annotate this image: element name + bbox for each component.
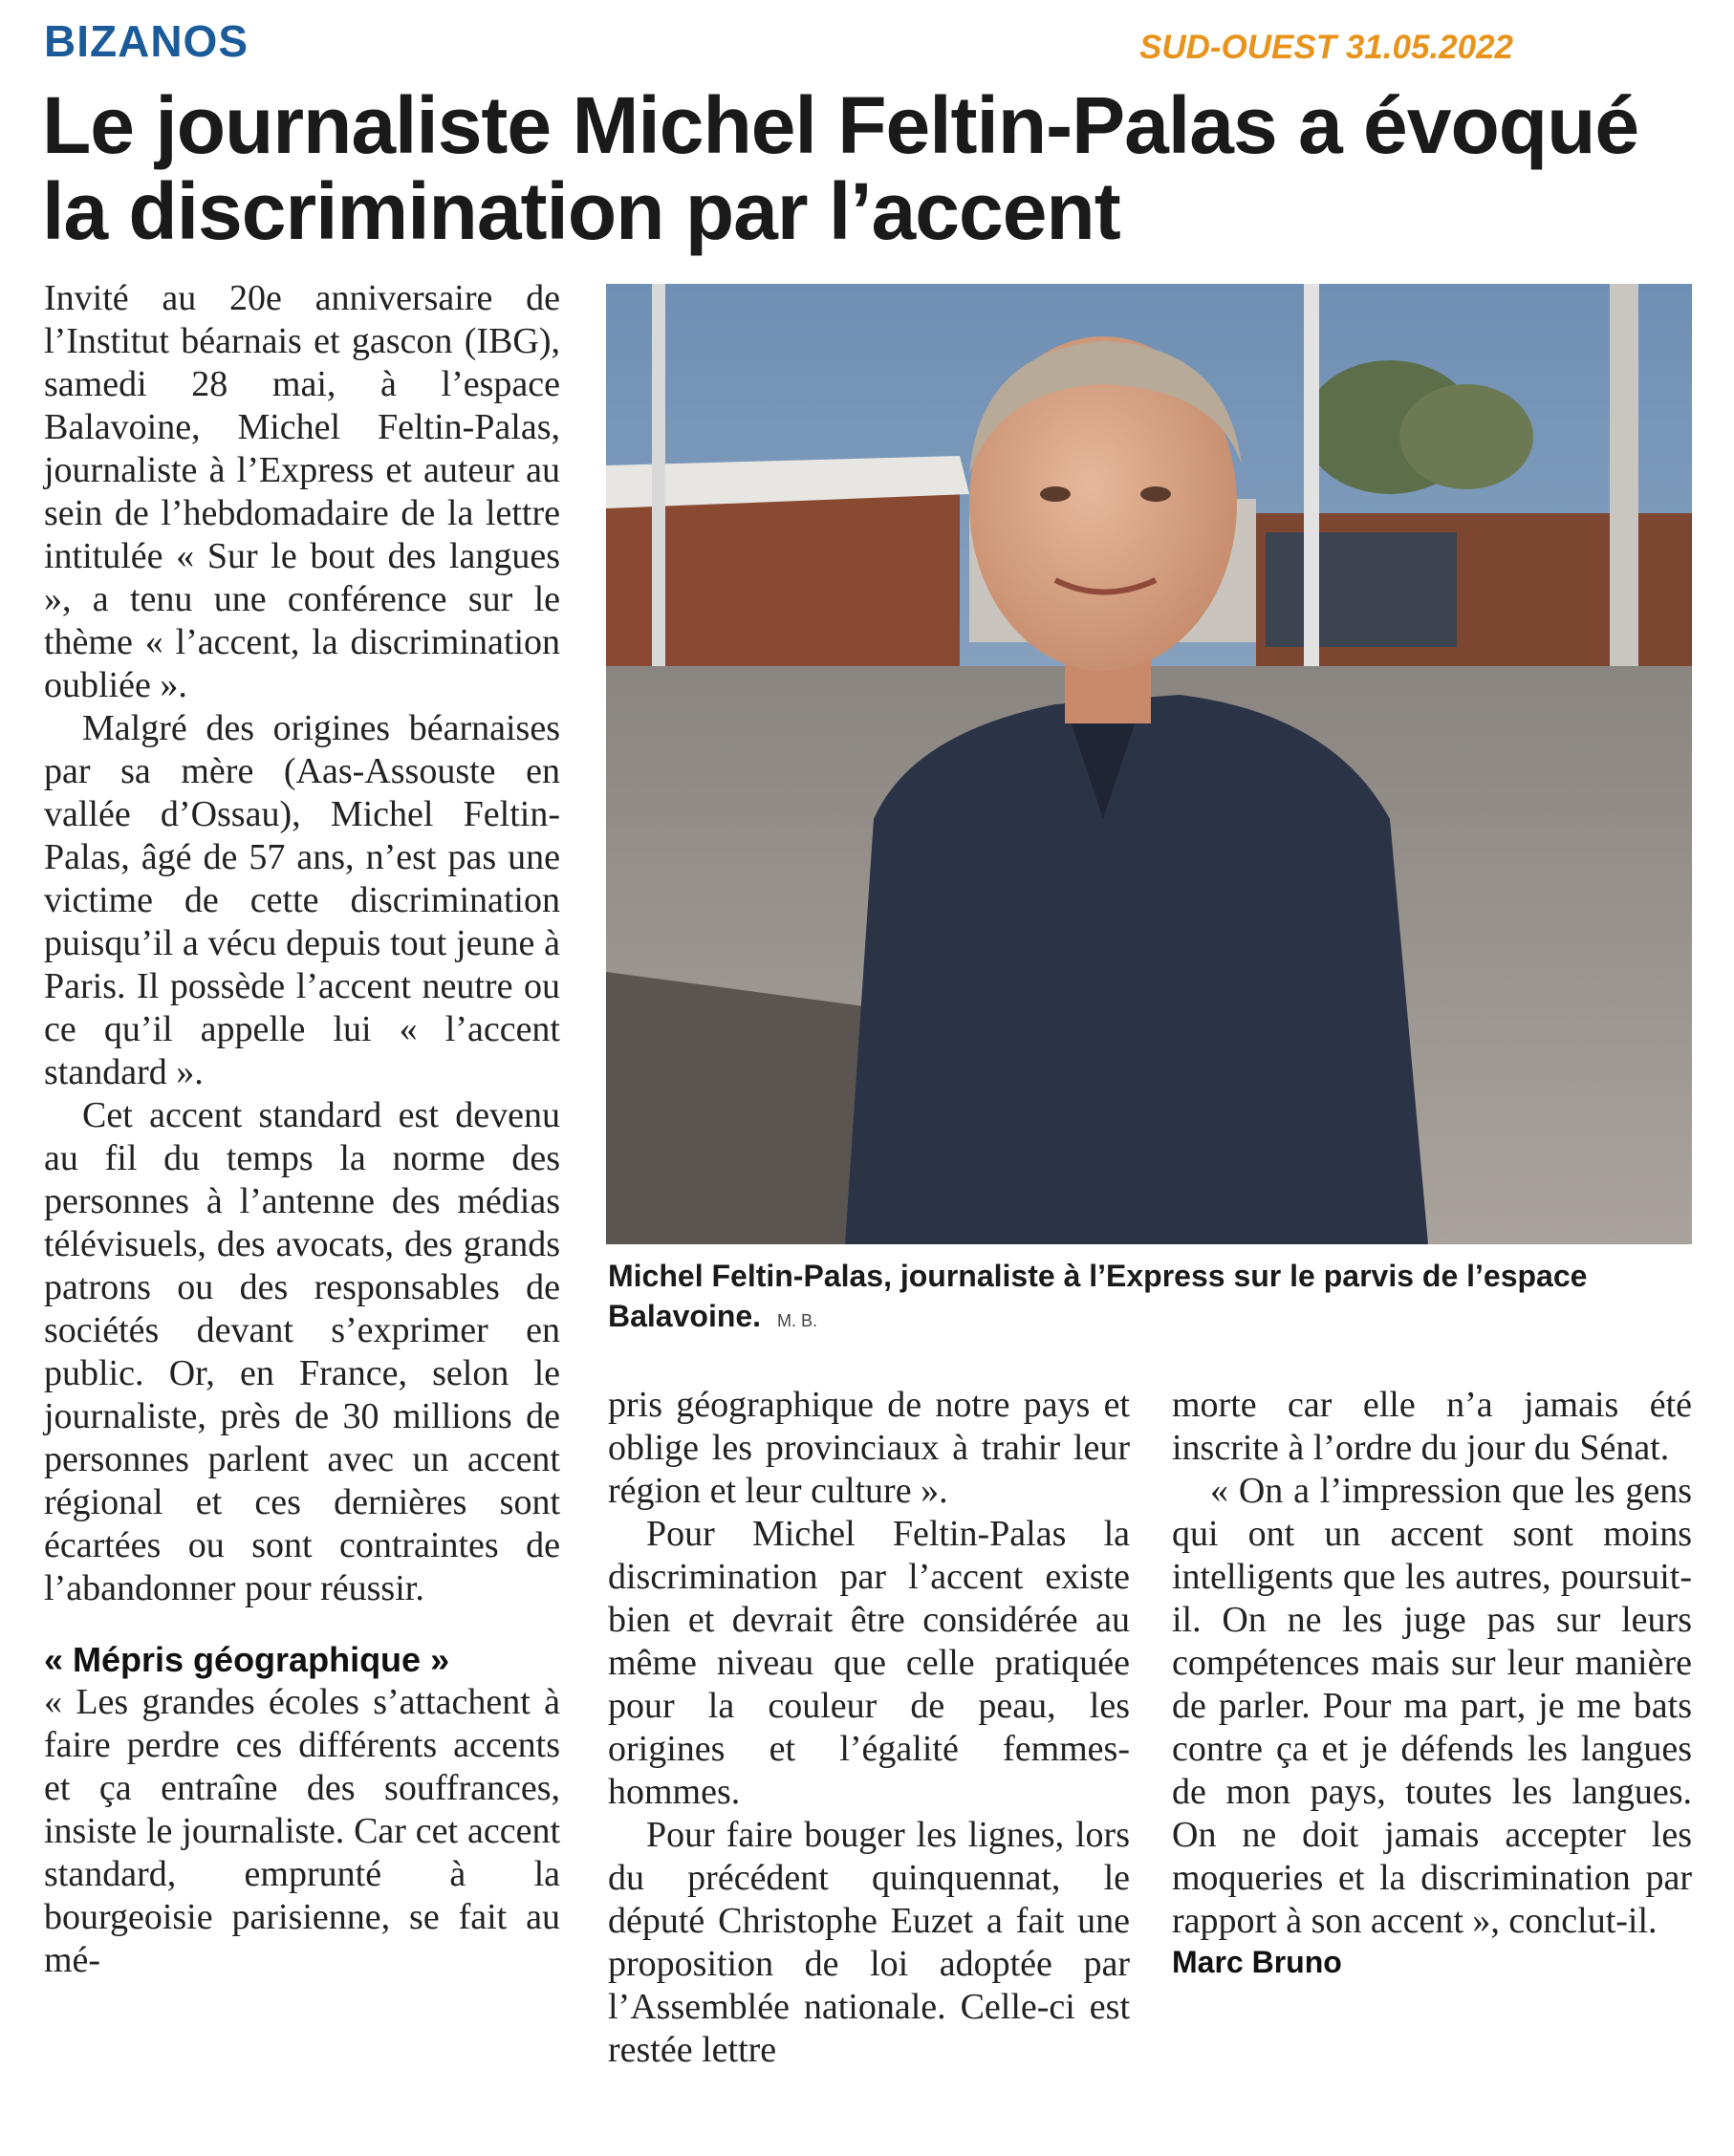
- section-rubric: BIZANOS: [44, 16, 249, 66]
- paragraph: Malgré des origines béarnaises par sa mère (Aas-Assouste en vallée d’Ossau), Michel Feltin-Palas, âgé de 57 ans, n’est pas une victime de cette discrimination puisqu’il a vécu depuis tout jeune à Paris. Il possède l’accent neutre ou ce qu’il appelle lui « l’accent standard ».: [44, 708, 560, 1092]
- portrait-photo-illustration: [606, 284, 1692, 1244]
- intertitle: « Mépris géographique »: [44, 1640, 450, 1679]
- photo-caption: [608, 1256, 1698, 1341]
- article-column-2: [608, 1384, 1130, 2072]
- paragraph: « On a l’impression que les gens qui ont un accent sont moins intelligents que les autres, poursuit-il. On ne les juge pas sur leurs compétences mais sur leur manière de parler. Pour ma part, je me bats contre ça et je défends les langues de mon pays, toutes les langues. On ne doit jamais accepter les moqueries et la discrimination par rapport à son accent », conclut-il.: [1172, 1471, 1692, 1941]
- paragraph: Pour Michel Feltin-Palas la discrimination par l’accent existe bien et devrait être considérée au même niveau que celle pratiquée pour la couleur de peau, les origines et l’égalité femmes-hommes.: [608, 1514, 1130, 1812]
- article-photo: [606, 284, 1692, 1244]
- author-signature: Marc Bruno: [1172, 1945, 1342, 1979]
- headline-line-2: la discrimination par l’accent: [42, 166, 1120, 256]
- caption-text: Michel Feltin-Palas, journaliste à l’Express sur le parvis de l’espace Balavoine.: [608, 1259, 1588, 1333]
- article-column-1: [44, 277, 560, 1982]
- paragraph: Cet accent standard est devenu au fil du temps la norme des personnes à l’antenne des médias télévisuels, des avocats, des grands patrons ou des responsables de sociétés devant s’exprimer en public. Or, en France, selon le journaliste, près de 30 millions de personnes parlent avec un accent régional et ces dernières sont écartées ou sont contraintes de l’abandonner pour réussir.: [44, 1095, 560, 1608]
- article-column-3: [1172, 1384, 1692, 1981]
- headline-line-1: Le journaliste Michel Feltin-Palas a évoqué: [42, 80, 1639, 170]
- paragraph: pris géographique de notre pays et oblige les provinciaux à trahir leur région et leur culture ».: [608, 1385, 1130, 1511]
- source-date-label: SUD-OUEST 31.05.2022: [1139, 29, 1514, 66]
- paragraph: Invité au 20e anniversaire de l’Institut béarnais et gascon (IBG), samedi 28 mai, à l’espace Balavoine, Michel Feltin-Palas, journaliste à l’Express et auteur au sein de l’hebdomadaire de la lettre intitulée « Sur le bout des langues », a tenu une conférence sur le thème « l’accent, la discrimination oubliée ».: [44, 278, 560, 705]
- article-headline: [42, 82, 1705, 254]
- photo-credit: M. B.: [776, 1311, 817, 1330]
- paragraph: Pour faire bouger les lignes, lors du précédent quinquennat, le député Christophe Euzet a fait une proposition de loi adoptée par l’Assemblée nationale. Celle-ci est restée lettre: [608, 1815, 1130, 2070]
- paragraph: « Les grandes écoles s’attachent à faire perdre ces différents accents et ça entraîne des souffrances, insiste le journaliste. Car cet accent standard, emprunté à la bourgeoisie parisienne, se fait au mé-: [44, 1682, 560, 1980]
- paragraph: morte car elle n’a jamais été inscrite à l’ordre du jour du Sénat.: [1172, 1385, 1692, 1468]
